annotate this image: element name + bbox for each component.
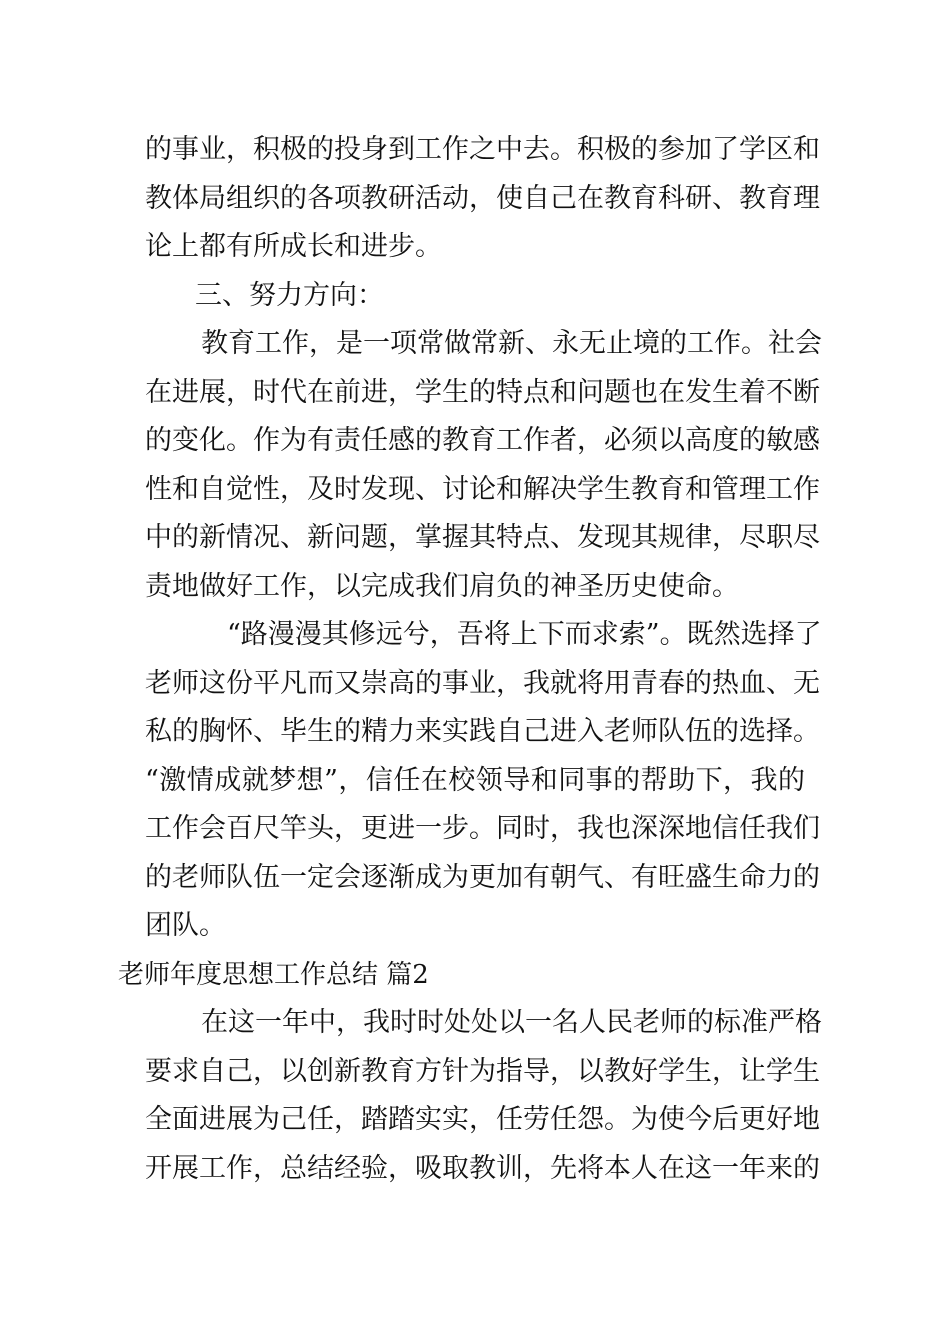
text-line: 性和自觉性，及时发现、讨论和解决学生教育和管理工作 [145, 473, 820, 505]
text-line: 开展工作，总结经验，吸取教训，先将本人在这一年来的 [145, 1152, 820, 1184]
section-heading: 三、努力方向： [195, 279, 384, 311]
text-line: 教育工作，是一项常做常新、永无止境的工作。社会 [201, 328, 822, 359]
text-line: 论上都有所成长和进步。 [145, 231, 442, 262]
document-body [118, 126, 822, 1193]
text-line: 工作会百尺竿头，更进一步。同时，我也深深地信任我们 [145, 813, 820, 844]
text-line: “路漫漫其修远兮，吾将上下而求索”。既然选择了 [227, 619, 822, 650]
text-line: 的老师队伍一定会逐渐成为更加有朝气、有旺盛生命力的 [145, 861, 820, 893]
text-line: 要求自己，以创新教育方针为指导，以教好学生，让学生 [145, 1055, 820, 1087]
text-line: 团队。 [145, 910, 226, 941]
article-title: 老师年度思想工作总结 篇2 [118, 959, 429, 990]
text-line: 的事业，积极的投身到工作之中去。积极的参加了学区和 [145, 134, 820, 165]
text-line: 的变化。作为有责任感的教育工作者，必须以高度的敏感 [145, 425, 820, 456]
text-line: 全面进展为己任，踏踏实实，任劳任怨。为使今后更好地 [145, 1104, 820, 1135]
text-line: 教体局组织的各项教研活动，使自己在教育科研、教育理 [145, 182, 820, 214]
text-line: 责地做好工作，以完成我们肩负的神圣历史使命。 [145, 570, 739, 602]
text-line: 老师这份平凡而又崇高的事业，我就将用青春的热血、无 [145, 667, 820, 699]
text-line: 私的胸怀、毕生的精力来实践自己进入老师队伍的选择。 [145, 716, 820, 747]
text-line: 在这一年中，我时时处处以一名人民老师的标准严格 [201, 1007, 822, 1038]
text-line: 在进展，时代在前进，学生的特点和问题也在发生着不断 [145, 376, 820, 408]
text-line: “激情成就梦想”，信任在校领导和同事的帮助下，我的 [145, 764, 805, 796]
text-line: 中的新情况、新问题，掌握其特点、发现其规律，尽职尽 [145, 522, 820, 553]
